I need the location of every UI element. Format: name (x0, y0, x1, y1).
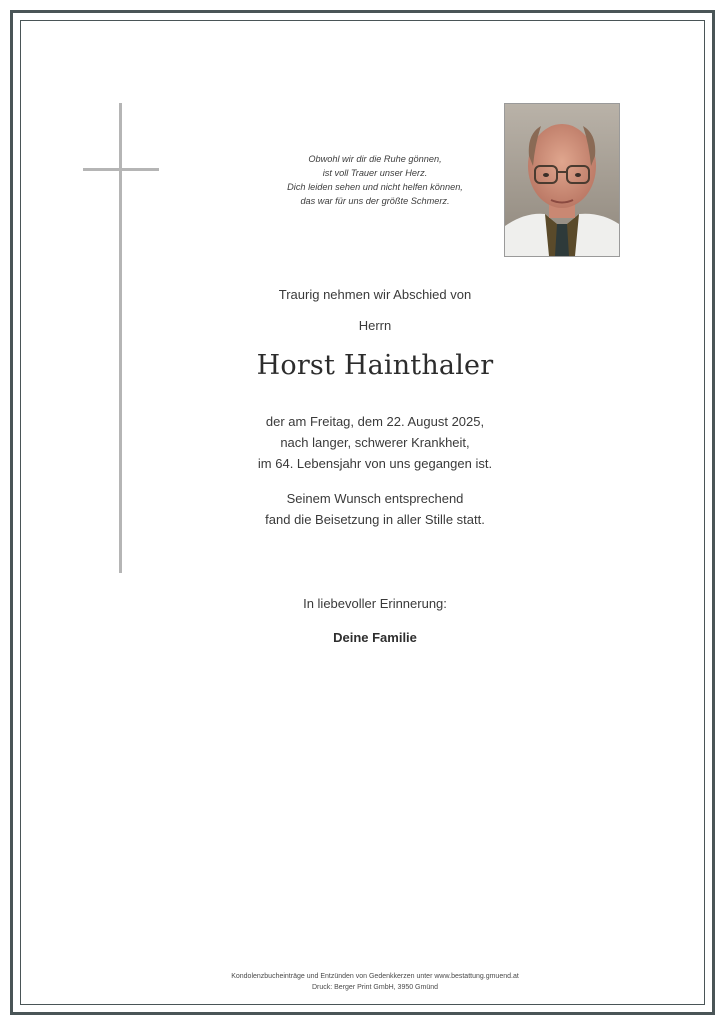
poem-line: Dich leiden sehen und nicht helfen können, (287, 182, 463, 192)
memorial-poem (255, 152, 495, 208)
footer-printer-line: Druck: Berger Print GmbH, 3950 Gmünd (311, 984, 439, 991)
death-announcement (200, 411, 550, 474)
death-line: im 64. Lebensjahr von uns gegangen ist. (257, 456, 493, 471)
salutation: Herrn (358, 318, 392, 333)
family-signature: Deine Familie (333, 630, 417, 645)
footer-condolence-line: Kondolenzbucheinträge und Entzünden von Gedenkkerzen unter www.bestattung.gmuend.at (231, 973, 519, 980)
deceased-name: Horst Hainthaler (256, 350, 494, 381)
burial-line: fand die Beisetzung in aller Stille statt. (265, 512, 485, 527)
portrait-photo (504, 103, 620, 257)
death-line: nach langer, schwerer Krankheit, (280, 435, 470, 450)
footer-print-info (150, 971, 600, 993)
poem-line: Obwohl wir dir die Ruhe gönnen, (308, 154, 442, 164)
cross-icon-horizontal-bar (83, 168, 159, 171)
burial-note (200, 488, 550, 530)
memory-line: In liebevoller Erinnerung: (303, 596, 447, 611)
poem-line: das war für uns der größte Schmerz. (300, 196, 450, 206)
cross-icon-vertical-bar (119, 103, 122, 573)
poem-line: ist voll Trauer unser Herz. (322, 168, 428, 178)
burial-line: Seinem Wunsch entsprechend (286, 491, 464, 506)
farewell-intro: Traurig nehmen wir Abschied von (278, 287, 472, 302)
death-line: der am Freitag, dem 22. August 2025, (265, 414, 485, 429)
